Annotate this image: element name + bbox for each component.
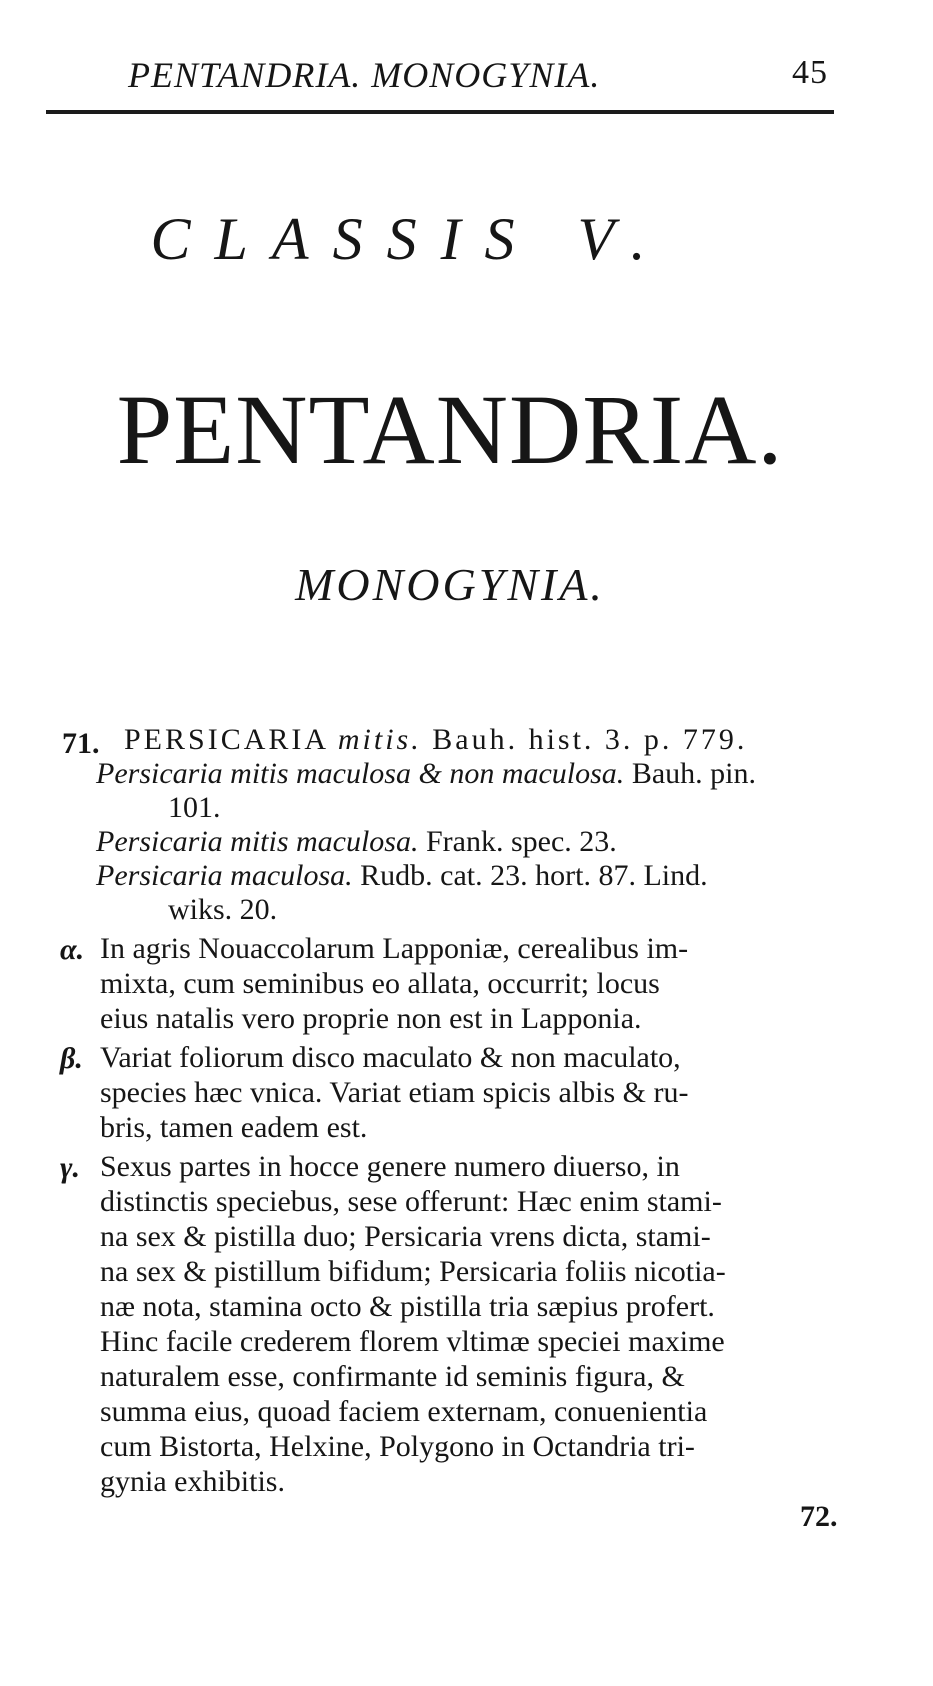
paragraph-line: naturalem esse, confirmante id seminis figura, & bbox=[100, 1360, 685, 1393]
synonym-name: Persicaria maculosa. bbox=[96, 859, 353, 892]
paragraph-line: bris, tamen eadem est. bbox=[100, 1111, 368, 1144]
paragraph-marker: γ. bbox=[60, 1151, 80, 1184]
paragraph-line: cum Bistorta, Helxine, Polygono in Octandria tri- bbox=[100, 1430, 695, 1463]
paragraph-alpha bbox=[62, 931, 862, 1036]
class-name-heading: PENTANDRIA. bbox=[116, 374, 784, 485]
header-rule bbox=[46, 110, 834, 114]
paragraph-line: species hæc vnica. Variat etiam spicis albis & ru- bbox=[100, 1076, 689, 1109]
synonym-citation: Bauh. pin. bbox=[631, 757, 756, 790]
paragraph-marker: α. bbox=[60, 933, 85, 966]
paragraph-marker: β. bbox=[60, 1042, 83, 1075]
paragraph-gamma bbox=[62, 1149, 862, 1499]
classis-heading: CLASSIS V. bbox=[150, 206, 670, 272]
synonym-name: Persicaria mitis maculosa. bbox=[96, 825, 419, 858]
synonym-line-1 bbox=[62, 757, 862, 791]
paragraph-line: na sex & pistillum bifidum; Persicaria foliis nicotia- bbox=[100, 1255, 726, 1288]
synonym-line-3-cont bbox=[62, 893, 862, 927]
synonym-line-2 bbox=[62, 825, 862, 859]
paragraph-line: gynia exhibitis. bbox=[100, 1465, 285, 1498]
synonym-name: Persicaria mitis maculosa & non maculosa. bbox=[96, 757, 625, 790]
paragraph-beta bbox=[62, 1040, 862, 1145]
epithet: mitis. bbox=[337, 723, 422, 756]
citation: Bauh. hist. 3. p. 779. bbox=[432, 723, 748, 756]
entry-line-1 bbox=[62, 723, 862, 760]
species-entry bbox=[62, 723, 862, 1499]
genus-name bbox=[124, 723, 747, 757]
entry-number: 71. bbox=[62, 727, 100, 760]
paragraph-line: Sexus partes in hocce genere numero diuerso, in bbox=[100, 1150, 680, 1183]
running-title: PENTANDRIA. MONOGYNIA. bbox=[128, 55, 601, 95]
synonym-citation: Frank. spec. 23. bbox=[426, 825, 617, 858]
synonym-citation-cont: 101. bbox=[168, 791, 221, 824]
paragraph-line: Variat foliorum disco maculato & non maculato, bbox=[100, 1041, 681, 1074]
genus-label: PERSICARIA bbox=[124, 723, 328, 756]
paragraph-line: distinctis speciebus, sese offerunt: Hæc enim stami- bbox=[100, 1185, 722, 1218]
synonym-line-3 bbox=[62, 859, 862, 893]
paragraph-line: næ nota, stamina octo & pistilla tria sæpius profert. bbox=[100, 1290, 715, 1323]
synonym-citation: Rudb. cat. 23. hort. 87. Lind. bbox=[360, 859, 708, 892]
paragraph-line: eius natalis vero proprie non est in Lapponia. bbox=[100, 1002, 642, 1035]
paragraph-line: summa eius, quoad faciem externam, conuenientia bbox=[100, 1395, 708, 1428]
catchword: 72. bbox=[800, 1500, 838, 1533]
paragraph-line: In agris Nouaccolarum Lapponiæ, cerealibus im- bbox=[100, 932, 689, 965]
synonym-line-1-cont bbox=[62, 791, 862, 825]
paragraph-line: Hinc facile crederem florem vltimæ speciei maxime bbox=[100, 1325, 725, 1358]
page-number: 45 bbox=[792, 54, 828, 91]
paragraph-line: mixta, cum seminibus eo allata, occurrit; locus bbox=[100, 967, 660, 1000]
running-head bbox=[128, 54, 838, 98]
order-name-heading: MONOGYNIA. bbox=[295, 559, 605, 610]
synonym-citation-cont: wiks. 20. bbox=[168, 893, 278, 926]
paragraph-line: na sex & pistilla duo; Persicaria vrens dicta, stami- bbox=[100, 1220, 711, 1253]
